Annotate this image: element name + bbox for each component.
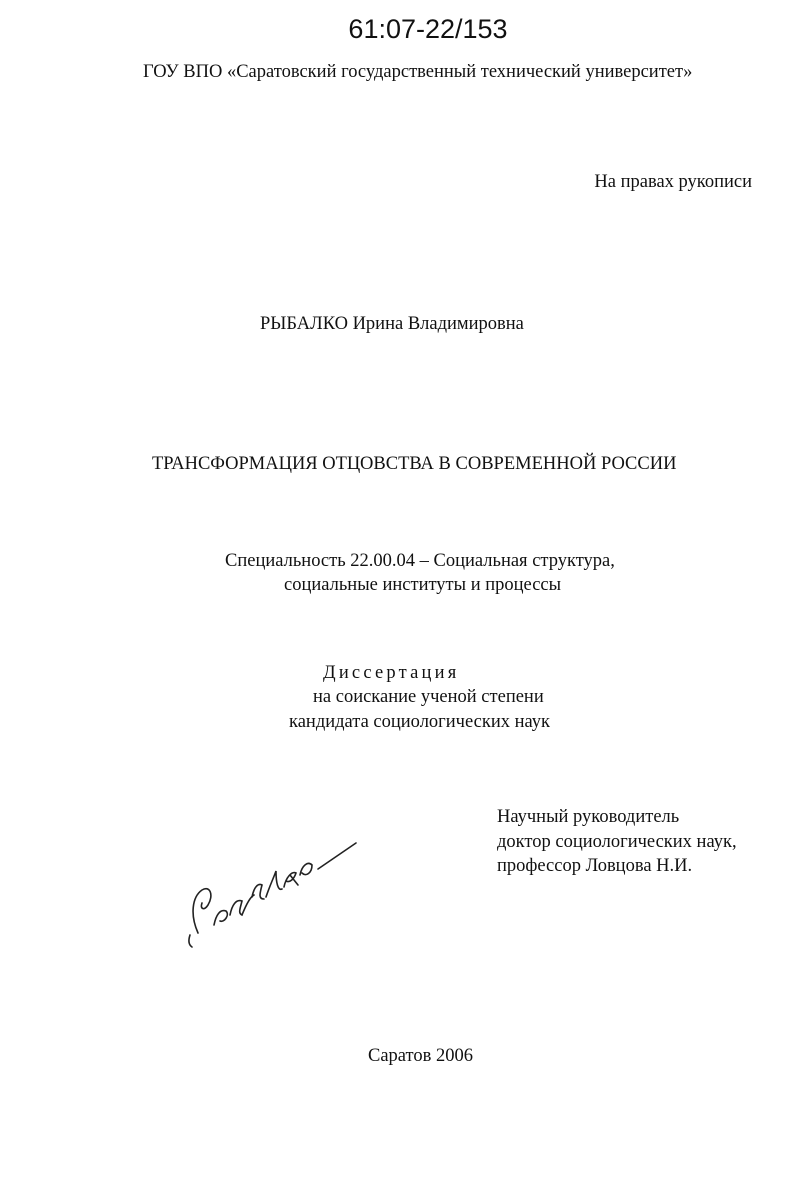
work-type-line-2: кандидата социологических наук [289,712,551,732]
author-name: РЫБАЛКО Ирина Владимировна [260,314,524,334]
specialty-line-2: социальные институты и процессы [284,575,562,595]
place-and-year: Саратов 2006 [368,1046,473,1066]
dissertation-title: ТРАНСФОРМАЦИЯ ОТЦОВСТВА В СОВРЕМЕННОЙ РОССИИ [152,454,677,474]
supervisor-line-3: профессор Ловцова Н.И. [497,856,693,876]
institution-name: ГОУ ВПО «Саратовский государственный технический университет» [143,62,693,82]
author-signature [180,835,360,955]
supervisor-line-1: Научный руководитель [497,807,680,827]
work-type-label: Диссертация [323,663,460,683]
archive-code: 61:07-22/153 [348,14,508,44]
specialty-line-1: Специальность 22.00.04 – Социальная структура, [225,551,615,571]
work-type-line-1: на соискание ученой степени [313,687,544,707]
manuscript-note: На правах рукописи [594,172,752,192]
supervisor-line-2: доктор социологических наук, [497,832,737,852]
